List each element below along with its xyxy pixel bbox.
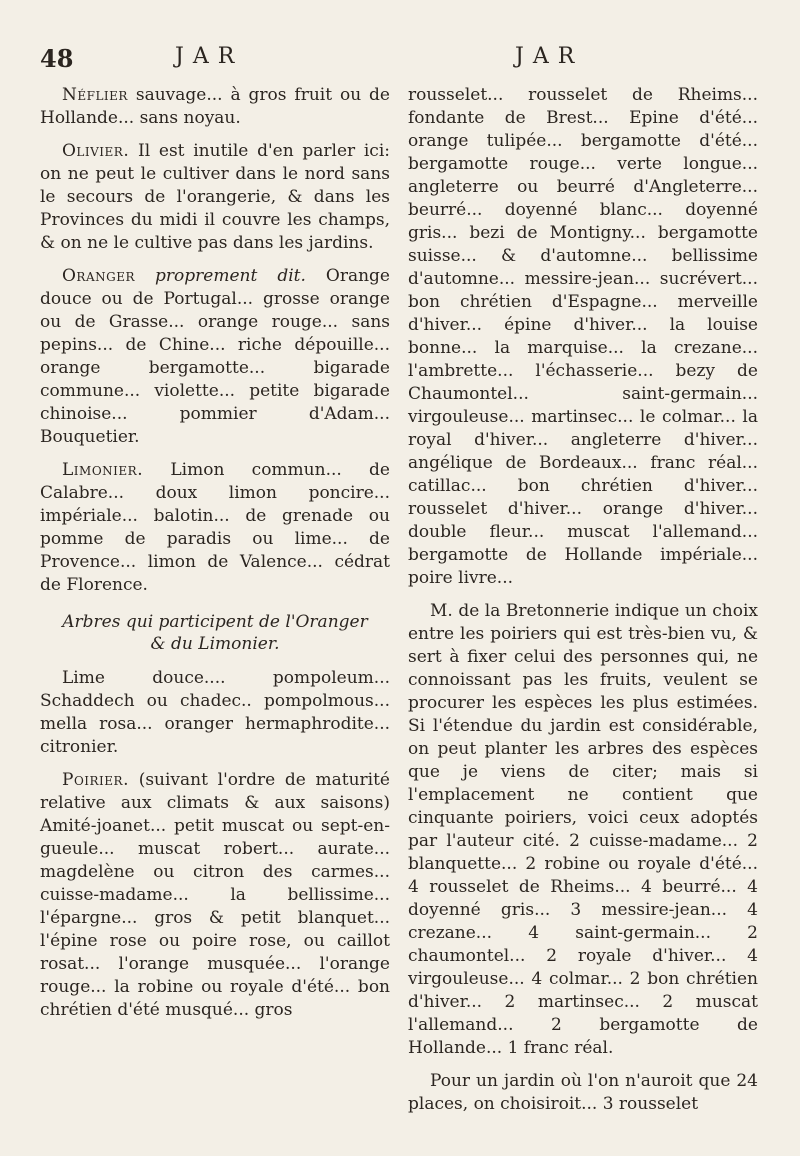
entry-limonier <box>40 459 390 597</box>
entry-head: Poirier. <box>62 770 129 790</box>
right-column <box>408 84 758 1126</box>
entry-neflier <box>40 84 390 130</box>
entry-olivier <box>40 140 390 255</box>
entry-text: Il est inutile d'en parler ici: on ne peut le cultiver dans le nord sans le secours de l'orangerie, & dans les Provinces du midi il couvre les champs, & on ne le cultive pas dans les jardins. <box>40 141 390 253</box>
entry-lime: Lime douce.... pompoleum... Schaddech ou chadec.. pompolmous... mella rosa... oranger hermaphrodite... citronier. <box>40 668 390 757</box>
running-head-left: JAR <box>175 44 244 69</box>
entry-text: sauvage... à gros fruit ou de Hollande... sans noyau. <box>40 85 390 128</box>
page-number: 48 <box>40 44 74 73</box>
section-subheading <box>40 611 390 655</box>
pour-paragraph: Pour un jardin où l'on n'auroit que 24 places, on choisiroit... 3 rousselet <box>408 1071 758 1114</box>
subheading-line-2: & du Limonier. <box>150 634 280 654</box>
entry-text: Limon commun... de Calabre... doux limon poncire... impériale... balotin... de grenade ou pomme de paradis ou lime... de Provence... limon de Valence... cédrat de Florence. <box>40 460 390 595</box>
entry-oranger <box>40 265 390 449</box>
entry-head: Limonier. <box>62 460 144 480</box>
entry-text: (suivant l'ordre de maturité relative aux climats & aux saisons) Amité-joanet... petit muscat ou sept-en-gueule... muscat robert... aurate... magdelène ou citron des carmes... cuisse-madame... la bellissime... l'épargne... gros & petit blanquet... l'épine rose ou poire rose, ou caillot rosat... l'orange musquée... l'orange rouge... la robine ou royale d'été... bon chrétien d'été musqué... gros <box>40 770 390 1020</box>
entry-head: Néflier <box>62 85 128 105</box>
entry-head: Oranger <box>62 266 136 286</box>
page-header <box>0 44 800 78</box>
entry-italic: proprement dit. <box>135 266 306 286</box>
subheading-line-1: Arbres qui participent de l'Oranger <box>62 612 368 632</box>
entry-poirier <box>40 769 390 1022</box>
left-column <box>40 84 390 1032</box>
entry-text: Orange douce ou de Portugal... grosse orange ou de Grasse... orange rouge... sans pepins... de Chine... riche dépouille... orange bergamotte... bigarade commune... violette... petite bigarade chinoise... pommier d'Adam... Bouquetier. <box>40 266 390 447</box>
pear-varieties-list: rousselet... rousselet de Rheims... fondante de Brest... Epine d'été... orange tulipée... bergamotte d'été... bergamotte rouge... verte longue... angleterre ou beurré d'Angleterre... beurré... doyenné blanc... doyenné gris... bezi de Montigny... bergamotte suisse... & d'automne... bellissime d'automne... messire-jean... sucrévert... bon chrétien d'Espagne... merveille d'hiver... épine d'hiver... la louise bonne... la marquise... la crezane... l'ambrette... l'échasserie... bezy de Chaumontel... saint-germain... virgouleuse... martinsec... le colmar... la royal d'hiver... angleterre d'hiver... angélique de Bordeaux... franc réal... catillac... bon chrétien d'hiver... rousselet d'hiver... orange d'hiver... double fleur... muscat l'allemand... bergamotte de Hollande impériale... poire livre... <box>408 85 758 588</box>
entry-head: Olivier. <box>62 141 130 161</box>
choix-paragraph: M. de la Bretonnerie indique un choix entre les poiriers qui est très-bien vu, & sert à fixer celui des personnes qui, ne connoissant pas les fruits, veulent se procurer les espèces les plus estimées. Si l'étendue du jardin est considérable, on peut planter les arbres des espèces que je viens de citer; mais si l'emplacement ne contient que cinquante poiriers, voici ceux adoptés par l'auteur cité. 2 cuisse-madame... 2 blanquette... 2 robine ou royale d'été... 4 rousselet de Rheims... 4 beurré... 4 doyenné gris... 3 messire-jean... 4 crezane... 4 saint-germain... 2 chaumontel... 2 royale d'hiver... 4 virgouleuse... 4 colmar... 2 bon chrétien d'hiver... 2 martinsec... 2 muscat l'allemand... 2 bergamotte de Hollande... 1 franc réal. <box>408 601 758 1058</box>
running-head-right: JAR <box>515 44 584 69</box>
